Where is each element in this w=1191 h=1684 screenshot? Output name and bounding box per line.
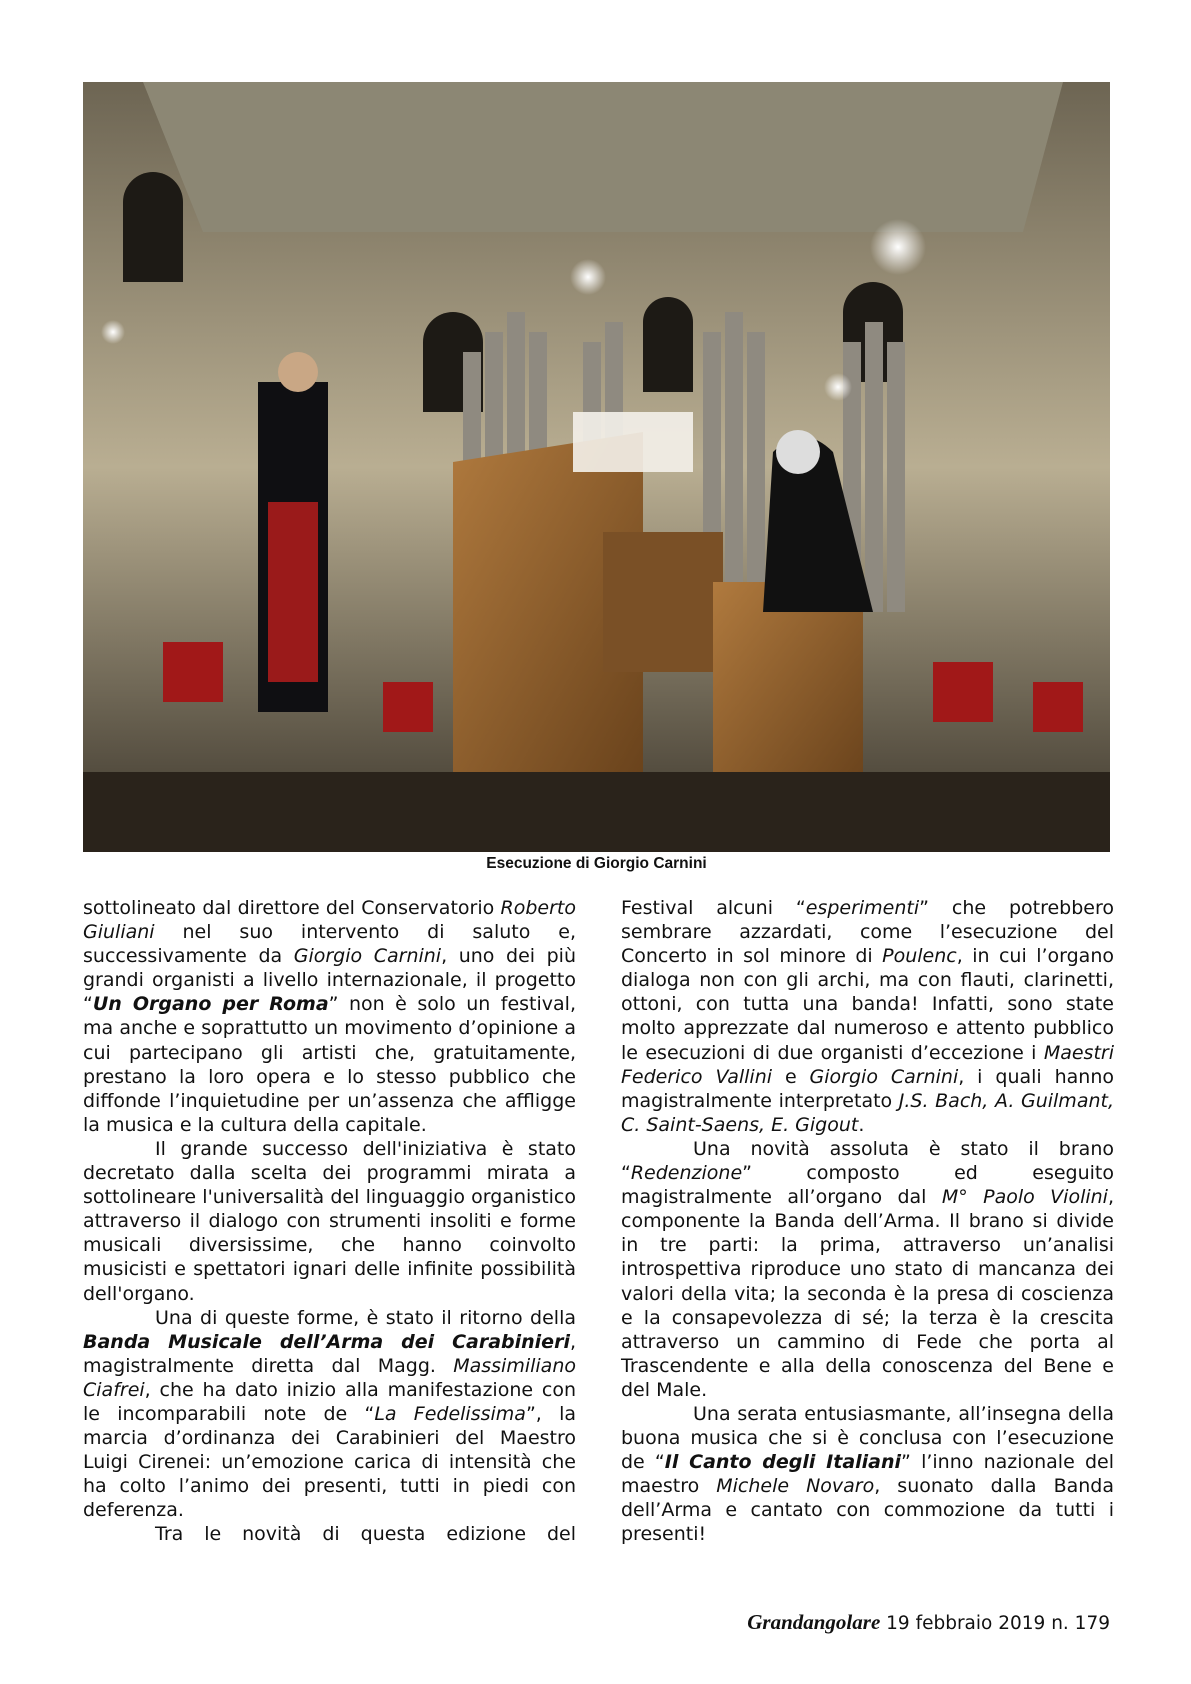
photo-caption: Esecuzione di Giorgio Carnini: [486, 855, 707, 872]
text-run: e: [772, 1065, 810, 1088]
right-column: [621, 896, 1114, 1547]
page-footer: [747, 1610, 1110, 1635]
text-run: Roberto Giuliani: [83, 897, 576, 944]
text-run: Festival alcuni “: [621, 897, 806, 919]
text-run: Redenzione: [630, 1162, 743, 1185]
text-run: J.S. Bach, A. Guilmant, C. Saint-Saens, E. Gigout: [621, 1089, 1114, 1136]
text-run: , componente la Banda dell’Arma. Il brano si divide in tre parti: la prima, attraverso un’analisi introspettiva riproduce uno stato di mancanza dei valori della vita; la seconda è la presa di coscienza e la consapevolezza di sé; la terza è la crescita attraverso un cammino di Fede che porta al Trascendente e alla della conoscenza del Bene e del Male.: [621, 1186, 1114, 1401]
left-paragraph-2: Il grande successo dell'iniziativa è stato decretato dalla scelta dei programmi mirata a sottolineare l'universalità del linguaggio organistico attraverso il dialogo con strumenti insoliti e forme musicali diversissime, che hanno coinvolto musicisti e spettatori ignari delle infinite possibilità dell'organo.: [83, 1137, 576, 1305]
text-run: Il Canto degli Italiani: [664, 1451, 902, 1474]
text-run: ” che potrebbero sembrare azzardati, come l’esecuzione del Concerto in sol minore di: [621, 897, 1114, 968]
text-run: , suonato dalla Banda dell’Arma e cantato con commozione da tutti i presenti!: [621, 1475, 1114, 1546]
text-run: Una serata entusiasmante, all’insegna della buona musica che si è conclusa con l’esecuzione de “: [621, 1402, 1114, 1474]
left-paragraph-1: [83, 896, 576, 1137]
text-run: Banda Musicale dell’Arma dei Carabinieri: [83, 1330, 570, 1353]
concert-photo: [83, 82, 1110, 852]
text-run: , uno dei più grandi organisti a livello internazionale, il progetto “: [83, 945, 576, 1016]
text-run: nel suo intervento di saluto e, successivamente da: [83, 921, 576, 968]
left-paragraph-4: Tra le novità di questa edizione del: [155, 1523, 576, 1546]
issue-info: 19 febbraio 2019 n. 179: [880, 1613, 1110, 1634]
text-run: ” l’inno nazionale del maestro: [621, 1451, 1114, 1498]
text-run: , che ha dato inizio alla manifestazione con le incomparabili note de “: [83, 1378, 576, 1425]
right-paragraph-2: [621, 1137, 1114, 1402]
text-run: M° Paolo Violini: [941, 1186, 1108, 1209]
text-run: , magistralmente diretta dal Magg.: [83, 1330, 576, 1377]
left-column: [83, 896, 576, 1547]
text-run: esperimenti: [805, 897, 920, 919]
text-run: ” composto ed eseguito magistralmente all’organo dal: [621, 1162, 1114, 1209]
right-paragraph-1: [621, 896, 1114, 1137]
text-run: Maestri Federico Vallini: [621, 1041, 1114, 1088]
text-run: Poulenc: [882, 945, 957, 968]
right-paragraph-3: [621, 1402, 1114, 1547]
text-run: , in cui l’organo dialoga non con gli archi, ma con flauti, clarinetti, ottoni, con tutta una banda! Infatti, sono state molto apprezzate dal numeroso e attento pubblico le esecuzioni di due organisti d’eccezione i: [621, 945, 1114, 1064]
text-run: Una di queste forme, è stato il ritorno della: [155, 1306, 576, 1329]
text-run: Una novità assoluta è stato il brano “: [621, 1137, 1114, 1185]
text-run: Giorgio Carnini: [809, 1065, 959, 1088]
text-run: Un Organo per Roma: [92, 993, 329, 1016]
concert-photo-illustration: [83, 82, 1110, 852]
text-run: Giorgio Carnini: [293, 945, 442, 968]
text-run: ” non è solo un festival, ma anche e soprattutto un movimento d’opinione a cui partecipano gli artisti che, gratuitamente, prestano la loro opera e lo stesso pubblico che diffonde l’inquietudine per un’assenza che affligge la musica e la cultura della capitale.: [83, 993, 576, 1136]
text-run: La Fedelissima: [374, 1402, 526, 1425]
text-run: , i quali hanno magistralmente interpretato: [621, 1065, 1114, 1112]
left-paragraph-3: [83, 1306, 576, 1523]
text-run: ”, la marcia d’ordinanza dei Carabinieri del Maestro Luigi Cirenei: un’emozione carica di intensità che ha colto l’animo dei presenti, tutti in piedi con deferenza.: [83, 1402, 577, 1522]
magazine-name: Grandangolare: [747, 1610, 881, 1634]
text-run: Massimiliano Ciafrei: [83, 1354, 576, 1401]
text-run: sottolineato dal direttore del Conservatorio: [83, 897, 501, 919]
text-run: .: [858, 1113, 865, 1136]
text-run: Michele Novaro: [716, 1475, 875, 1498]
